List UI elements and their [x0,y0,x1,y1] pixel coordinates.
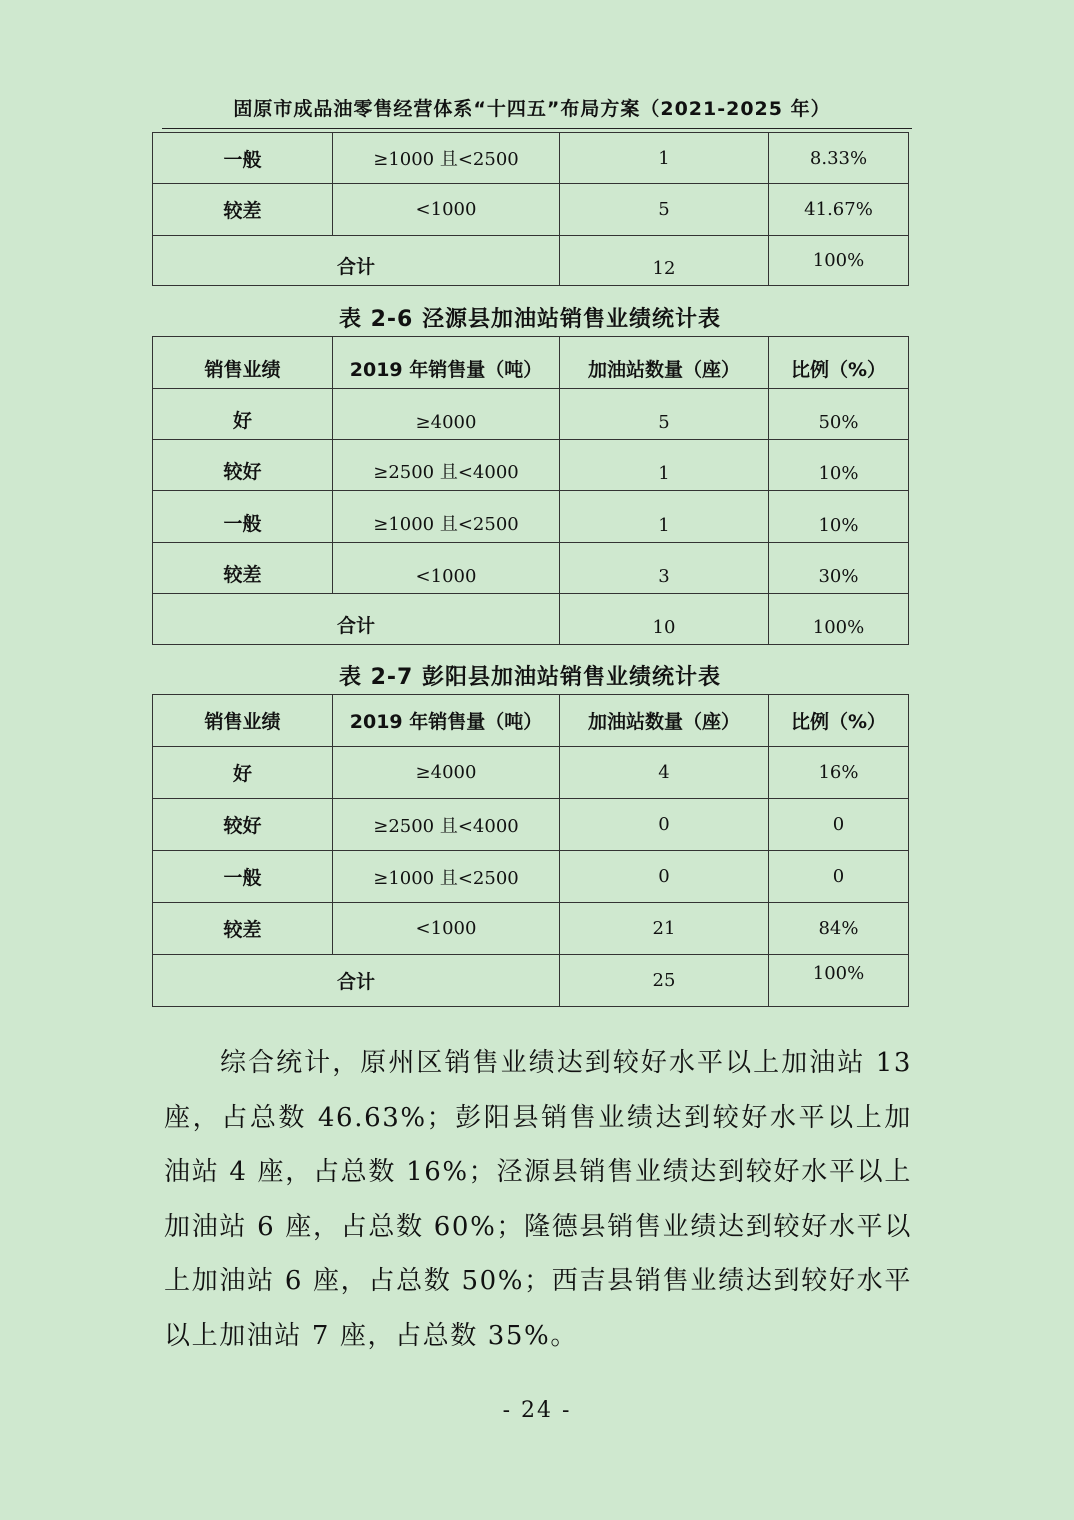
total-count: 25 [560,955,769,1007]
count-cell: 1 [560,440,769,491]
table-row [153,799,909,851]
table-row [153,747,909,799]
header-rule [162,128,912,129]
count-cell: 5 [560,389,769,440]
category-cell: 好 [153,747,333,799]
category-cell: 较差 [153,543,333,594]
column-header: 2019 年销售量（吨） [333,337,560,389]
range-cell: ≥4000 [333,747,560,799]
category-cell: 一般 [153,133,333,184]
range-cell: ≥2500 且<4000 [333,799,560,851]
ratio-cell: 84% [769,903,909,955]
total-row [153,594,909,645]
total-row [153,236,909,286]
ratio-cell: 30% [769,543,909,594]
column-header: 销售业绩 [153,695,333,747]
total-ratio: 100% [769,594,909,645]
count-cell: 5 [560,184,769,236]
total-ratio: 100% [769,236,909,286]
running-header: 固原市成品油零售经营体系“十四五”布局方案（2021-2025 年） [233,98,831,120]
table-2-6 [152,336,909,645]
table-2-7-caption: 表 2-7 彭阳县加油站销售业绩统计表 [338,665,722,690]
range-cell: ≥4000 [333,389,560,440]
table-row [153,389,909,440]
ratio-cell: 0 [769,799,909,851]
ratio-cell: 0 [769,851,909,903]
table-row [153,543,909,594]
column-header: 销售业绩 [153,337,333,389]
count-cell: 0 [560,799,769,851]
column-header: 2019 年销售量（吨） [333,695,560,747]
table-header-row [153,337,909,389]
summary-paragraph: 综合统计，原州区销售业绩达到较好水平以上加油站 13 座，占总数 46.63%；彭阳县销售业绩达到较好水平以上加油站 4 座，占总数 16%；泾源县销售业绩达到较好水平以上加油站 6 座，占总数 60%；隆德县销售业绩达到较好水平以上加油站 6 座，占总数 50%；西吉县销售业绩达到较好水平以上加油站 7 座，占总数 35%。 [164,1048,912,1351]
range-cell: <1000 [333,903,560,955]
count-cell: 0 [560,851,769,903]
table-row [153,903,909,955]
table-2-6-caption: 表 2-6 泾源县加油站销售业绩统计表 [338,307,722,332]
range-cell: ≥1000 且<2500 [333,133,560,184]
column-header: 加油站数量（座） [560,695,769,747]
category-cell: 较差 [153,184,333,236]
category-cell: 好 [153,389,333,440]
category-cell: 一般 [153,491,333,543]
column-header: 加油站数量（座） [560,337,769,389]
total-label: 合计 [153,236,560,286]
total-label: 合计 [153,955,560,1007]
range-cell: ≥2500 且<4000 [333,440,560,491]
category-cell: 较好 [153,799,333,851]
table-row [153,184,909,236]
count-cell: 21 [560,903,769,955]
ratio-cell: 41.67% [769,184,909,236]
count-cell: 1 [560,133,769,184]
ratio-cell: 8.33% [769,133,909,184]
page-number: - 24 - [502,1398,572,1423]
count-cell: 1 [560,491,769,543]
count-cell: 4 [560,747,769,799]
range-cell: <1000 [333,543,560,594]
table-2-7 [152,694,909,1007]
total-count: 10 [560,594,769,645]
count-cell: 3 [560,543,769,594]
table-header-row [153,695,909,747]
range-cell: ≥1000 且<2500 [333,851,560,903]
column-header: 比例（%） [769,337,909,389]
category-cell: 较差 [153,903,333,955]
total-count: 12 [560,236,769,286]
table-continued [152,132,909,286]
total-row [153,955,909,1007]
table-row [153,133,909,184]
category-cell: 一般 [153,851,333,903]
total-label: 合计 [153,594,560,645]
column-header: 比例（%） [769,695,909,747]
ratio-cell: 10% [769,491,909,543]
ratio-cell: 50% [769,389,909,440]
category-cell: 较好 [153,440,333,491]
ratio-cell: 10% [769,440,909,491]
total-ratio: 100% [769,955,909,1007]
table-row [153,491,909,543]
range-cell: ≥1000 且<2500 [333,491,560,543]
range-cell: <1000 [333,184,560,236]
ratio-cell: 16% [769,747,909,799]
table-row [153,851,909,903]
table-row [153,440,909,491]
